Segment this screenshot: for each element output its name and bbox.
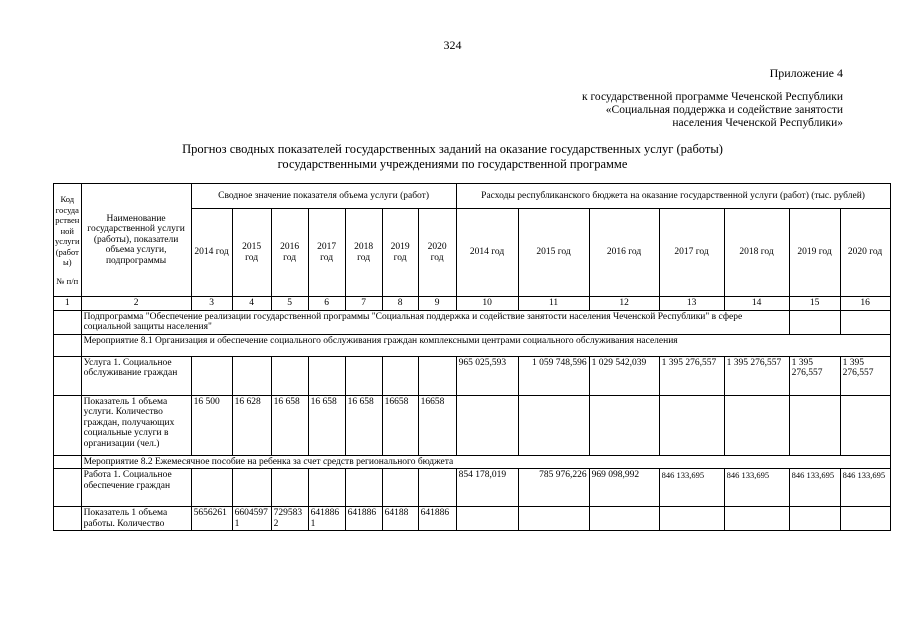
column-number: 9 xyxy=(418,297,456,311)
empty-cell xyxy=(382,356,418,395)
empty-cell xyxy=(54,334,82,356)
column-number: 4 xyxy=(232,297,271,311)
empty-cell xyxy=(54,356,82,395)
volume-value: 16 500 xyxy=(191,395,232,455)
header-budget-group: Расходы республиканского бюджета на оказание государственной услуги (работ) (тыс. рублей) xyxy=(456,184,890,209)
volume-value: 16 658 xyxy=(345,395,382,455)
header-code-text: Код госуда рствен ной услуги (работ ы) xyxy=(55,194,80,267)
appendix-label: Приложение 4 xyxy=(769,66,843,80)
header-name: Наименование государственной услуги (работы), показатели объема услуги, подпрограммы xyxy=(81,184,191,297)
empty-cell xyxy=(789,395,840,455)
budget-value: 785 976,226 xyxy=(518,469,589,507)
empty-cell xyxy=(191,356,232,395)
table-row xyxy=(54,356,891,395)
column-number: 1 xyxy=(54,297,82,311)
empty-cell xyxy=(308,469,345,507)
empty-cell xyxy=(54,507,82,531)
empty-cell xyxy=(54,395,82,455)
empty-cell xyxy=(382,469,418,507)
header-year: 2018 год xyxy=(345,209,382,297)
header-year: 2017 год xyxy=(659,209,724,297)
empty-cell xyxy=(345,469,382,507)
volume-value: 641886 xyxy=(345,507,382,531)
column-numbers-row xyxy=(54,297,891,311)
budget-value: 1 395 276,557 xyxy=(659,356,724,395)
column-number: 12 xyxy=(589,297,659,311)
budget-value: 969 098,992 xyxy=(589,469,659,507)
appendix-subtitle xyxy=(582,91,843,130)
volume-value: 16658 xyxy=(418,395,456,455)
empty-cell xyxy=(418,356,456,395)
table-row xyxy=(54,469,891,507)
volume-value: 16 658 xyxy=(271,395,308,455)
subtitle-line: населения Чеченской Республики» xyxy=(672,117,843,129)
volume-value: 5656261 xyxy=(191,507,232,531)
volume-value: 64188 xyxy=(382,507,418,531)
empty-cell xyxy=(232,356,271,395)
header-year: 2017 год xyxy=(308,209,345,297)
title-line: государственными учреждениями по государственной программе xyxy=(277,157,628,171)
row-name: Услуга 1. Социальное обслуживание граждан xyxy=(81,356,191,395)
empty-cell xyxy=(840,395,890,455)
volume-value: 6418861 xyxy=(308,507,345,531)
empty-cell xyxy=(54,455,82,469)
empty-cell xyxy=(724,507,789,531)
volume-value: 7295832 xyxy=(271,507,308,531)
header-year: 2019 год xyxy=(789,209,840,297)
header-year: 2016 год xyxy=(271,209,308,297)
header-code-no: № п/п xyxy=(56,275,79,286)
header-year: 2014 год xyxy=(456,209,518,297)
budget-value: 846 133,695 xyxy=(659,469,724,507)
budget-value: 1 395 276,557 xyxy=(840,356,890,395)
header-volume-group: Сводное значение показателя объема услуги (работ) xyxy=(191,184,456,209)
row-name: Показатель 1 объема услуги. Количество граждан, получающих социальные услуги в организации (чел.) xyxy=(81,395,191,455)
header-year: 2019 год xyxy=(382,209,418,297)
column-number: 2 xyxy=(81,297,191,311)
header-year: 2014 год xyxy=(191,209,232,297)
empty-cell xyxy=(789,310,840,334)
empty-cell xyxy=(518,507,589,531)
budget-value: 1 395 276,557 xyxy=(724,356,789,395)
budget-value: 846 133,695 xyxy=(789,469,840,507)
measure-title: Мероприятие 8.1 Организация и обеспечение социального обслуживания граждан комплексными центрами социального обслуживания населения xyxy=(81,334,890,356)
volume-value: 16 628 xyxy=(232,395,271,455)
header-year: 2016 год xyxy=(589,209,659,297)
measure-row xyxy=(54,334,891,356)
row-name: Показатель 1 объема работы. Количество xyxy=(81,507,191,531)
empty-cell xyxy=(456,507,518,531)
budget-value: 1 395 276,557 xyxy=(789,356,840,395)
empty-cell xyxy=(345,356,382,395)
measure-row xyxy=(54,455,891,469)
document-title xyxy=(0,142,905,172)
subtitle-line: «Социальная поддержка и содействие занятости xyxy=(605,104,843,116)
header-year: 2015 год xyxy=(518,209,589,297)
header-year: 2020 год xyxy=(840,209,890,297)
header-year: 2015 год xyxy=(232,209,271,297)
column-number: 5 xyxy=(271,297,308,311)
empty-cell xyxy=(659,507,724,531)
header-year: 2018 год xyxy=(724,209,789,297)
volume-value: 16658 xyxy=(382,395,418,455)
subtitle-line: к государственной программе Чеченской Республики xyxy=(582,91,843,103)
empty-cell xyxy=(589,395,659,455)
empty-cell xyxy=(840,507,890,531)
page-number: 324 xyxy=(443,38,462,52)
column-number: 6 xyxy=(308,297,345,311)
empty-cell xyxy=(840,310,890,334)
empty-cell xyxy=(518,395,589,455)
budget-value: 846 133,695 xyxy=(724,469,789,507)
measure-title: Мероприятие 8.2 Ежемесячное пособие на ребенка за счет средств регионального бюджета xyxy=(81,455,890,469)
volume-value: 16 658 xyxy=(308,395,345,455)
empty-cell xyxy=(456,395,518,455)
empty-cell xyxy=(659,395,724,455)
budget-value: 965 025,593 xyxy=(456,356,518,395)
volume-value: 641886 xyxy=(418,507,456,531)
volume-value: 66045971 xyxy=(232,507,271,531)
column-number: 15 xyxy=(789,297,840,311)
budget-value: 1 029 542,039 xyxy=(589,356,659,395)
empty-cell xyxy=(54,469,82,507)
empty-cell xyxy=(724,395,789,455)
subprogram-row xyxy=(54,310,891,334)
empty-cell xyxy=(418,469,456,507)
budget-value: 846 133,695 xyxy=(840,469,890,507)
empty-cell xyxy=(271,356,308,395)
empty-cell xyxy=(191,469,232,507)
empty-cell xyxy=(308,356,345,395)
table-row xyxy=(54,507,891,531)
row-name: Работа 1. Социальное обеспечение граждан xyxy=(81,469,191,507)
header-code xyxy=(54,184,82,297)
column-number: 7 xyxy=(345,297,382,311)
empty-cell xyxy=(232,469,271,507)
column-number: 14 xyxy=(724,297,789,311)
empty-cell xyxy=(271,469,308,507)
budget-value: 854 178,019 xyxy=(456,469,518,507)
header-year: 2020 год xyxy=(418,209,456,297)
empty-cell xyxy=(54,310,82,334)
column-number: 13 xyxy=(659,297,724,311)
column-number: 10 xyxy=(456,297,518,311)
budget-value: 1 059 748,596 xyxy=(518,356,589,395)
empty-cell xyxy=(589,507,659,531)
column-number: 11 xyxy=(518,297,589,311)
column-number: 8 xyxy=(382,297,418,311)
forecast-table xyxy=(53,183,891,531)
subprogram-title: Подпрограмма "Обеспечение реализации государственной программы "Социальная поддержка и содействие занятости населения Чеченской Республики" в сфере социальной защиты населения" xyxy=(81,310,789,334)
table-row xyxy=(54,395,891,455)
column-number: 3 xyxy=(191,297,232,311)
column-number: 16 xyxy=(840,297,890,311)
title-line: Прогноз сводных показателей государственных заданий на оказание государственных услуг (работы) xyxy=(182,142,723,156)
empty-cell xyxy=(789,507,840,531)
